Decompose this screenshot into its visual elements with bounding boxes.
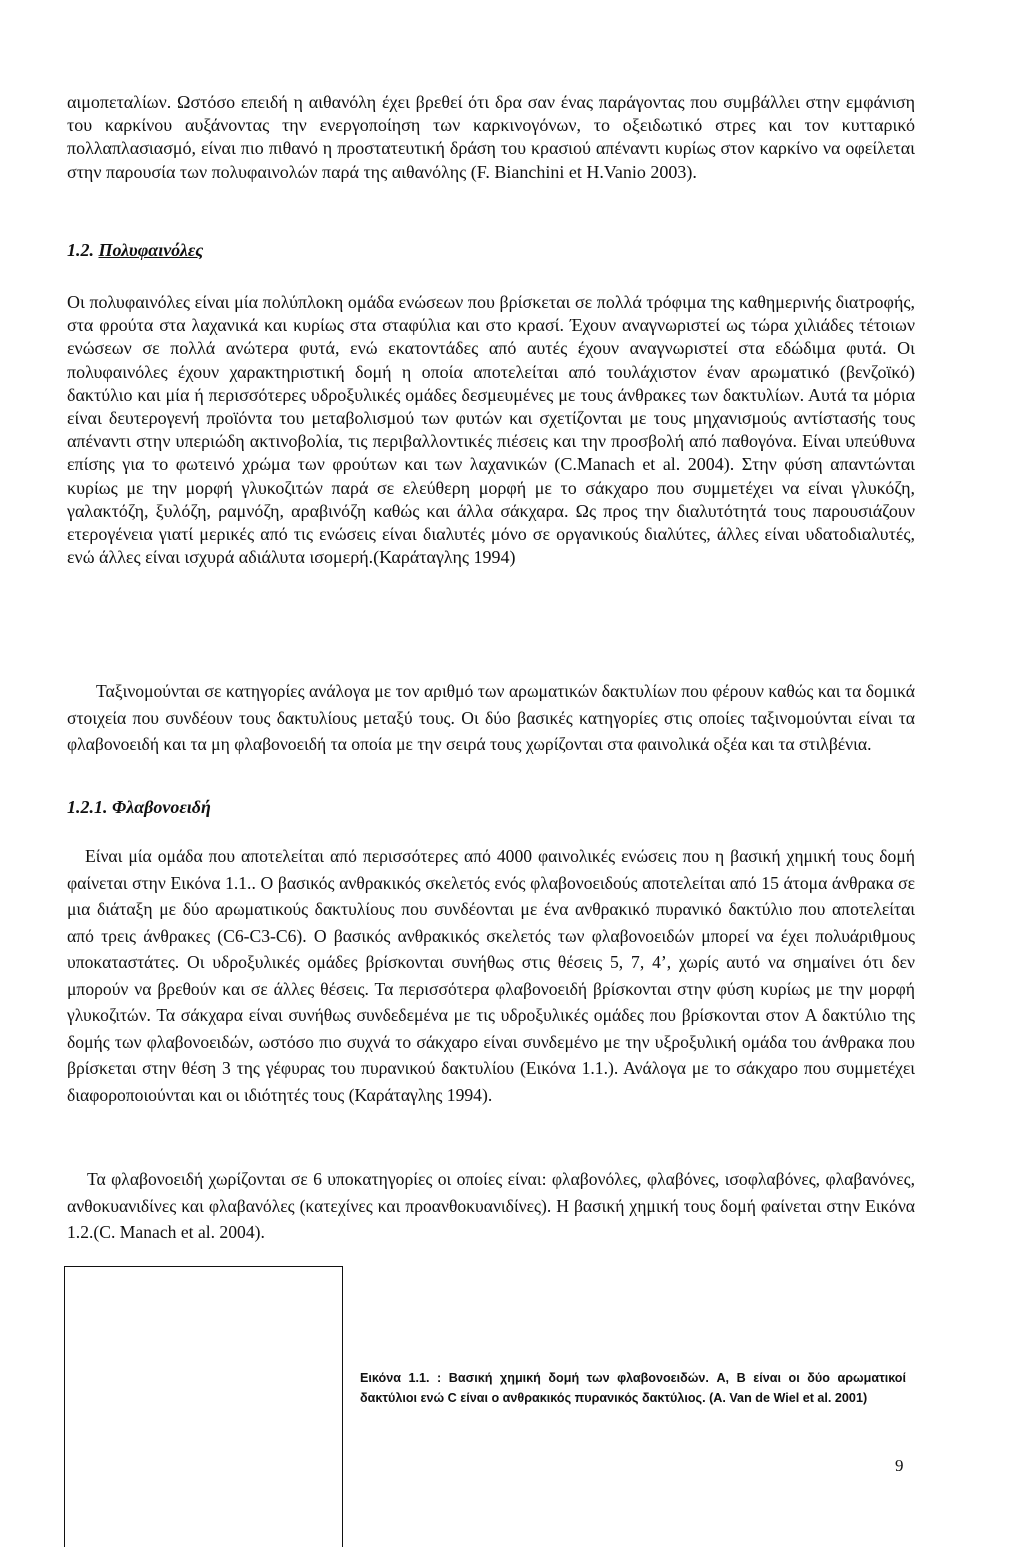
section-heading-1-2-1 <box>67 797 211 818</box>
figure-frame <box>64 1266 343 1547</box>
section-title: Πολυφαινόλες <box>98 240 204 260</box>
section-title: Φλαβονοειδή <box>112 797 211 817</box>
subcategories-paragraph: Τα φλαβονοειδή χωρίζονται σε 6 υποκατηγορίες οι οποίες είναι: φλαβονόλες, φλαβόνες, ισοφλαβόνες, φλαβανόνες, ανθοκυανιδίνες και φλαβανόλες (κατεχίνες και προανθοκυανιδίνες). Η βασική χημική τους δομή φαίνεται στην Εικόνα 1.2.(C. Manach et al. 2004). <box>67 1169 915 1242</box>
flavonoids-paragraph: Είναι μία ομάδα που αποτελείται από περισσότερες από 4000 φαινολικές ενώσεις που η βασική χημική τους δομή φαίνεται στην Εικόνα 1.1.. Ο βασικός ανθρακικός σκελετός ενός φλαβονοειδούς αποτελείται από 15 άτομα άνθρακα σε μια διάταξη με δύο αρωματικούς δακτυλίους που συνδέονται με ένα ανθρακικό πυρανικό δακτύλιο που αποτελείται από τρεις άνθρακες (C6-C3-C6). Ο βασικός ανθρακικός σκελετός των φλαβονοειδών μπορεί να έχει πολυάριθμους υποκαταστάτες. Οι υδροξυλικές ομάδες βρίσκονται συνήθως στις θέσεις 5, 7, 4’, χωρίς αυτό να σημαίνει ότι δεν μπορούν να βρεθούν και σε άλλες θέσεις. Τα περισσότερα φλαβονοειδή βρίσκονται στην φύση κυρίως με την μορφή γλυκοζιτών. Τα σάκχαρα είναι συνήθως συνδεδεμένα με τις υδροξυλικές ομάδες που βρίσκονται στον A δακτύλιο της δομής των φλαβονοειδών, ωστόσο πιο συχνά το σάκχαρο είναι συνδεμένο με την υξροξυλική ομάδα του άνθρακα που βρίσκεται στην θέση 3 της γέφυρας του πυρανικού δακτυλίου (Εικόνα 1.1.). Ανάλογα με το σάκχαρο που συμμετέχει διαφοροποιούνται και οι ιδιότητές τους (Καράταγλης 1994). <box>67 846 915 1105</box>
section-heading-1-2 <box>67 240 203 261</box>
figure-caption: Εικόνα 1.1. : Βασική χημική δομή των φλαβονοειδών. A, B είναι οι δύο αρωματικοί δακτύλιοι ενώ C είναι ο ανθρακικός πυρανικός δακτύλιος. (A. Van de Wiel et al. 2001) <box>360 1371 906 1405</box>
polyphenols-paragraph: Οι πολυφαινόλες είναι μία πολύπλοκη ομάδα ενώσεων που βρίσκεται σε πολλά τρόφιμα της καθημερινής διατροφής, στα φρούτα στα λαχανικά και κυρίως στα σταφύλια και στο κρασί. Έχουν αναγνωριστεί ως τώρα χιλιάδες τέτοιων ενώσεων σε πολλά ανώτερα φυτά, ενώ εκατοντάδες από αυτές έχουν αναγνωριστεί στα εδώδιμα φυτά. Οι πολυφαινόλες έχουν χαρακτηριστική δομή η οποία αποτελείται από τουλάχιστον έναν αρωματικό (βενζοϊκό) δακτύλιο και μία ή περισσότερες υδροξυλικές ομάδες δεσμευμένες με τους άνθρακες των δακτυλίων. Αυτά τα μόρια είναι δευτερογενή προϊόντα του μεταβολισμού των φυτών και σχετίζονται με τους μηχανισμούς αντίστασής τους απέναντι στην υπεριώδη ακτινοβολία, τις περιβαλλοντικές πιέσεις και την προσβολή από παθογόνα. Είναι υπεύθυνα επίσης για το φωτεινό χρώμα των φρούτων και των λαχανικών (C.Manach et al. 2004). Στην φύση απαντώνται κυρίως με την μορφή γλυκοζιτών παρά σε ελεύθερη μορφή με το σάκχαρο που συμμετέχει να είναι γλυκόζη, γαλακτόζη, ξυλόζη, ραμνόζη, αραβινόζη καθώς και άλλα σάκχαρα. Ως προς την διαλυτότητά τους παρουσιάζουν ετερογένεια γιατί μερικές από τις ενώσεις είναι διαλυτές μόνο σε οργανικούς διαλύτες, άλλες είναι υδατοδιαλυτές, ενώ άλλες είναι ισχυρά αδιάλυτα ισομερή.(Καράταγλης 1994) <box>67 292 915 568</box>
section-number: 1.2. <box>67 240 94 260</box>
section-number: 1.2.1. <box>67 797 108 817</box>
intro-paragraph: αιμοπεταλίων. Ωστόσο επειδή η αιθανόλη έχει βρεθεί ότι δρα σαν ένας παράγοντας που συμβάλλει στην εμφάνιση του καρκίνου αυξάνοντας την ενεργοποίηση των καρκινογόνων, το οξειδωτικό στρες και τον κυτταρικό πολλαπλασιασμό, είναι πιο πιθανό η προστατευτική δράση του κρασιού απέναντι κυρίως στον καρκίνο να οφείλεται στην παρουσία των πολυφαινολών παρά της αιθανόλης (F. Bianchini et H.Vanio 2003). <box>67 92 915 182</box>
page-number: 9 <box>895 1456 904 1475</box>
classification-paragraph: Ταξινομούνται σε κατηγορίες ανάλογα με τον αριθμό των αρωματικών δακτυλίων που φέρουν καθώς και τα δομικά στοιχεία που συνδέουν τους δακτυλίους μεταξύ τους. Οι δύο βασικές κατηγορίες στις οποίες ταξινομούνται είναι τα φλαβονοειδή και τα μη φλαβονοειδή τα οποία με την σειρά τους χωρίζονται στα φαινολικά οξέα και τα στιλβένια. <box>67 681 915 754</box>
